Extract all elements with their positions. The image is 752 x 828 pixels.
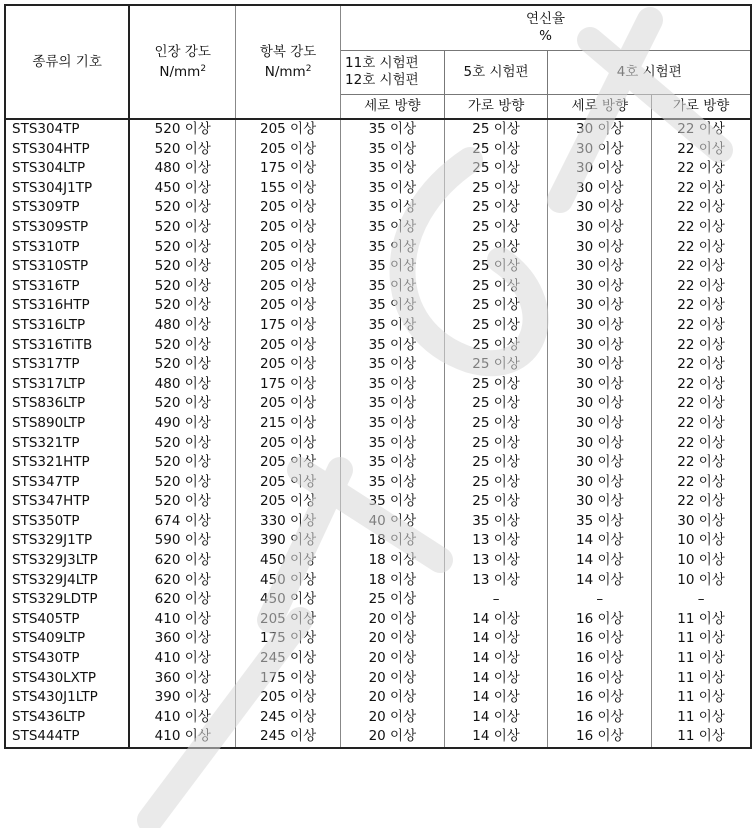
elong-5-trans-cell: 25 이상 [444, 492, 548, 512]
elong-5-trans-cell: 25 이상 [444, 238, 548, 258]
grade-cell: STS890LTP [5, 414, 129, 434]
tensile-cell: 520 이상 [129, 296, 235, 316]
elong-4-trans-cell: 22 이상 [652, 238, 751, 258]
elong-4-trans-cell: 10 이상 [652, 531, 751, 551]
elong-11-12-long-cell: 40 이상 [341, 512, 445, 532]
table-row [5, 590, 751, 610]
table-row [5, 218, 751, 238]
tensile-cell: 520 이상 [129, 453, 235, 473]
table-row [5, 688, 751, 708]
elong-4-trans-cell: 11 이상 [652, 727, 751, 748]
elong-11-12-long-cell: 35 이상 [341, 179, 445, 199]
elong-4-trans-cell: 22 이상 [652, 316, 751, 336]
tensile-cell: 360 이상 [129, 629, 235, 649]
elong-4-trans-cell: 22 이상 [652, 375, 751, 395]
elong-11-12-long-cell: 35 이상 [341, 434, 445, 454]
elong-4-long-cell: 30 이상 [548, 336, 652, 356]
yield-cell: 205 이상 [236, 119, 341, 140]
grade-cell: STS347HTP [5, 492, 129, 512]
tensile-cell: 520 이상 [129, 355, 235, 375]
yield-cell: 205 이상 [236, 473, 341, 493]
elong-4-trans-cell: 22 이상 [652, 179, 751, 199]
elong-4-trans-cell: 11 이상 [652, 708, 751, 728]
elong-5-trans-cell: 14 이상 [444, 649, 548, 669]
elong-4-long-cell: 30 이상 [548, 140, 652, 160]
grade-cell: STS304J1TP [5, 179, 129, 199]
yield-cell: 205 이상 [236, 336, 341, 356]
grade-cell: STS317TP [5, 355, 129, 375]
yield-cell: 175 이상 [236, 669, 341, 689]
grade-cell: STS304LTP [5, 159, 129, 179]
grade-cell: STS430J1LTP [5, 688, 129, 708]
elong-4-long-cell: 30 이상 [548, 296, 652, 316]
header-spec-11: 11호 시험편 [345, 55, 419, 72]
elong-5-trans-cell: – [444, 590, 548, 610]
yield-cell: 205 이상 [236, 277, 341, 297]
table-row [5, 119, 751, 140]
header-elongation [341, 5, 751, 50]
elong-4-trans-cell: 11 이상 [652, 610, 751, 630]
yield-cell: 155 이상 [236, 179, 341, 199]
elong-11-12-long-cell: 35 이상 [341, 159, 445, 179]
table-row [5, 140, 751, 160]
tensile-cell: 520 이상 [129, 473, 235, 493]
tensile-cell: 480 이상 [129, 375, 235, 395]
elong-5-trans-cell: 25 이상 [444, 473, 548, 493]
yield-cell: 330 이상 [236, 512, 341, 532]
table-row [5, 414, 751, 434]
elong-5-trans-cell: 25 이상 [444, 179, 548, 199]
header-elongation-label: 연신율 [525, 10, 566, 27]
elong-4-long-cell: 30 이상 [548, 218, 652, 238]
grade-cell: STS436LTP [5, 708, 129, 728]
table-row [5, 492, 751, 512]
elong-4-long-cell: 30 이상 [548, 355, 652, 375]
grade-cell: STS329J4LTP [5, 571, 129, 591]
tensile-cell: 520 이상 [129, 198, 235, 218]
grade-cell: STS304HTP [5, 140, 129, 160]
elong-11-12-long-cell: 18 이상 [341, 551, 445, 571]
tensile-cell: 520 이상 [129, 277, 235, 297]
elong-5-trans-cell: 14 이상 [444, 708, 548, 728]
elong-4-trans-cell: 22 이상 [652, 277, 751, 297]
grade-cell: STS316LTP [5, 316, 129, 336]
elong-4-trans-cell: 22 이상 [652, 492, 751, 512]
elong-5-trans-cell: 25 이상 [444, 257, 548, 277]
table-row [5, 610, 751, 630]
elong-11-12-long-cell: 20 이상 [341, 688, 445, 708]
tensile-cell: 480 이상 [129, 159, 235, 179]
elong-11-12-long-cell: 20 이상 [341, 727, 445, 748]
elong-4-trans-cell: 22 이상 [652, 257, 751, 277]
grade-cell: STS309STP [5, 218, 129, 238]
elong-4-long-cell: 30 이상 [548, 119, 652, 140]
elong-4-trans-cell: 22 이상 [652, 218, 751, 238]
header-yield-unit: $N/mm^2$ [264, 63, 312, 80]
header-yield-label: 항복 강도 [259, 43, 317, 60]
yield-cell: 205 이상 [236, 688, 341, 708]
table-row [5, 375, 751, 395]
table-row [5, 394, 751, 414]
yield-cell: 450 이상 [236, 571, 341, 591]
elong-4-long-cell: 16 이상 [548, 688, 652, 708]
elong-11-12-long-cell: 35 이상 [341, 414, 445, 434]
tensile-cell: 410 이상 [129, 708, 235, 728]
grade-cell: STS321TP [5, 434, 129, 454]
elong-5-trans-cell: 25 이상 [444, 394, 548, 414]
elong-5-trans-cell: 25 이상 [444, 119, 548, 140]
elong-4-long-cell: 30 이상 [548, 257, 652, 277]
elong-5-trans-cell: 25 이상 [444, 434, 548, 454]
elong-4-long-cell: 30 이상 [548, 316, 652, 336]
grade-cell: STS317LTP [5, 375, 129, 395]
tensile-cell: 520 이상 [129, 140, 235, 160]
elong-5-trans-cell: 35 이상 [444, 512, 548, 532]
elong-4-long-cell: 16 이상 [548, 727, 652, 748]
table-row [5, 727, 751, 748]
elong-11-12-long-cell: 35 이상 [341, 473, 445, 493]
table-body [5, 119, 751, 748]
elong-5-trans-cell: 25 이상 [444, 277, 548, 297]
yield-cell: 205 이상 [236, 394, 341, 414]
tensile-cell: 520 이상 [129, 394, 235, 414]
grade-cell: STS836LTP [5, 394, 129, 414]
grade-cell: STS444TP [5, 727, 129, 748]
tensile-cell: 410 이상 [129, 649, 235, 669]
elong-11-12-long-cell: 25 이상 [341, 590, 445, 610]
header-grade: 종류의 기호 [5, 5, 129, 119]
table-row [5, 473, 751, 493]
tensile-cell: 390 이상 [129, 688, 235, 708]
tensile-cell: 410 이상 [129, 610, 235, 630]
table-row [5, 531, 751, 551]
elong-5-trans-cell: 25 이상 [444, 336, 548, 356]
tensile-cell: 674 이상 [129, 512, 235, 532]
grade-cell: STS430LXTP [5, 669, 129, 689]
elong-4-long-cell: 30 이상 [548, 179, 652, 199]
elong-5-trans-cell: 13 이상 [444, 551, 548, 571]
elong-5-trans-cell: 25 이상 [444, 355, 548, 375]
elong-11-12-long-cell: 18 이상 [341, 571, 445, 591]
table-row [5, 629, 751, 649]
elong-4-long-cell: 14 이상 [548, 531, 652, 551]
elong-4-trans-cell: 10 이상 [652, 571, 751, 591]
elong-11-12-long-cell: 35 이상 [341, 492, 445, 512]
elong-5-trans-cell: 14 이상 [444, 669, 548, 689]
yield-cell: 205 이상 [236, 434, 341, 454]
grade-cell: STS350TP [5, 512, 129, 532]
table-row [5, 257, 751, 277]
yield-cell: 175 이상 [236, 375, 341, 395]
tensile-cell: 410 이상 [129, 727, 235, 748]
elong-4-trans-cell: 11 이상 [652, 688, 751, 708]
table-row [5, 512, 751, 532]
grade-cell: STS329J3LTP [5, 551, 129, 571]
grade-cell: STS316TiTB [5, 336, 129, 356]
elong-11-12-long-cell: 35 이상 [341, 257, 445, 277]
table-row [5, 571, 751, 591]
tensile-cell: 520 이상 [129, 218, 235, 238]
header-yield [236, 5, 341, 119]
yield-cell: 205 이상 [236, 453, 341, 473]
tensile-cell: 620 이상 [129, 590, 235, 610]
table-row [5, 198, 751, 218]
yield-cell: 450 이상 [236, 551, 341, 571]
elong-4-trans-cell: 11 이상 [652, 629, 751, 649]
table-row [5, 649, 751, 669]
elong-5-trans-cell: 25 이상 [444, 159, 548, 179]
header-spec-4: 4호 시험편 [548, 50, 751, 95]
elong-11-12-long-cell: 35 이상 [341, 119, 445, 140]
elong-5-trans-cell: 13 이상 [444, 571, 548, 591]
elong-5-trans-cell: 25 이상 [444, 316, 548, 336]
elong-5-trans-cell: 25 이상 [444, 198, 548, 218]
table-row [5, 316, 751, 336]
elong-5-trans-cell: 25 이상 [444, 296, 548, 316]
elong-4-long-cell: 16 이상 [548, 669, 652, 689]
tensile-cell: 520 이상 [129, 238, 235, 258]
elong-4-trans-cell: 22 이상 [652, 414, 751, 434]
header-spec-12: 12호 시험편 [345, 72, 419, 89]
yield-cell: 450 이상 [236, 590, 341, 610]
grade-cell: STS409LTP [5, 629, 129, 649]
elong-5-trans-cell: 14 이상 [444, 727, 548, 748]
grade-cell: STS316TP [5, 277, 129, 297]
elong-11-12-long-cell: 35 이상 [341, 238, 445, 258]
elong-4-long-cell: 30 이상 [548, 394, 652, 414]
elong-5-trans-cell: 25 이상 [444, 414, 548, 434]
elong-4-long-cell: 16 이상 [548, 649, 652, 669]
elong-4-trans-cell: 22 이상 [652, 394, 751, 414]
elong-5-trans-cell: 13 이상 [444, 531, 548, 551]
elong-4-long-cell: 30 이상 [548, 492, 652, 512]
table-row [5, 551, 751, 571]
elong-4-trans-cell: 22 이상 [652, 355, 751, 375]
tensile-cell: 620 이상 [129, 571, 235, 591]
elong-4-long-cell: 30 이상 [548, 198, 652, 218]
elong-4-trans-cell: 22 이상 [652, 198, 751, 218]
elong-5-trans-cell: 14 이상 [444, 629, 548, 649]
tensile-cell: 520 이상 [129, 257, 235, 277]
grade-cell: STS310STP [5, 257, 129, 277]
header-elongation-unit: % [539, 27, 552, 44]
elong-4-trans-cell: 10 이상 [652, 551, 751, 571]
table-row [5, 669, 751, 689]
elong-4-long-cell: 30 이상 [548, 414, 652, 434]
elong-4-long-cell: 30 이상 [548, 453, 652, 473]
yield-cell: 205 이상 [236, 198, 341, 218]
elong-4-long-cell: 14 이상 [548, 551, 652, 571]
table-row [5, 355, 751, 375]
tensile-cell: 620 이상 [129, 551, 235, 571]
yield-cell: 205 이상 [236, 296, 341, 316]
header-tensile-unit: $N/mm^2$ [159, 63, 207, 80]
elong-5-trans-cell: 14 이상 [444, 688, 548, 708]
elong-4-long-cell: 30 이상 [548, 159, 652, 179]
elong-11-12-long-cell: 35 이상 [341, 198, 445, 218]
elong-4-long-cell: 35 이상 [548, 512, 652, 532]
mechanical-properties-table [4, 4, 752, 749]
tensile-cell: 360 이상 [129, 669, 235, 689]
yield-cell: 205 이상 [236, 492, 341, 512]
grade-cell: STS309TP [5, 198, 129, 218]
grade-cell: STS329J1TP [5, 531, 129, 551]
elong-11-12-long-cell: 35 이상 [341, 218, 445, 238]
yield-cell: 245 이상 [236, 727, 341, 748]
elong-4-trans-cell: 22 이상 [652, 140, 751, 160]
grade-cell: STS310TP [5, 238, 129, 258]
elong-4-long-cell: 30 이상 [548, 375, 652, 395]
elong-4-trans-cell: 22 이상 [652, 453, 751, 473]
yield-cell: 175 이상 [236, 316, 341, 336]
elong-4-trans-cell: 11 이상 [652, 649, 751, 669]
header-dir-trans-1: 가로 방향 [444, 95, 548, 119]
elong-11-12-long-cell: 20 이상 [341, 610, 445, 630]
elong-4-long-cell: 14 이상 [548, 571, 652, 591]
tensile-cell: 520 이상 [129, 336, 235, 356]
elong-11-12-long-cell: 20 이상 [341, 669, 445, 689]
elong-4-trans-cell: 22 이상 [652, 119, 751, 140]
header-dir-long-2: 세로 방향 [548, 95, 652, 119]
elong-11-12-long-cell: 35 이상 [341, 140, 445, 160]
yield-cell: 205 이상 [236, 355, 341, 375]
tensile-cell: 450 이상 [129, 179, 235, 199]
mechanical-properties-table-container [4, 4, 752, 749]
grade-cell: STS316HTP [5, 296, 129, 316]
elong-4-trans-cell: 22 이상 [652, 159, 751, 179]
elong-4-long-cell: 16 이상 [548, 610, 652, 630]
tensile-cell: 480 이상 [129, 316, 235, 336]
elong-4-trans-cell: 22 이상 [652, 336, 751, 356]
table-row [5, 238, 751, 258]
elong-4-trans-cell: 11 이상 [652, 669, 751, 689]
elong-11-12-long-cell: 35 이상 [341, 453, 445, 473]
grade-cell: STS430TP [5, 649, 129, 669]
elong-5-trans-cell: 25 이상 [444, 218, 548, 238]
elong-5-trans-cell: 25 이상 [444, 453, 548, 473]
tensile-cell: 590 이상 [129, 531, 235, 551]
tensile-cell: 520 이상 [129, 434, 235, 454]
table-row [5, 159, 751, 179]
elong-11-12-long-cell: 18 이상 [341, 531, 445, 551]
table-row [5, 708, 751, 728]
elong-11-12-long-cell: 20 이상 [341, 649, 445, 669]
tensile-cell: 520 이상 [129, 492, 235, 512]
table-row [5, 277, 751, 297]
elong-11-12-long-cell: 35 이상 [341, 296, 445, 316]
tensile-cell: 520 이상 [129, 119, 235, 140]
yield-cell: 205 이상 [236, 218, 341, 238]
table-row [5, 434, 751, 454]
elong-4-trans-cell: 22 이상 [652, 473, 751, 493]
header-tensile [129, 5, 235, 119]
header-tensile-label: 인장 강도 [154, 43, 211, 60]
elong-4-trans-cell: 22 이상 [652, 296, 751, 316]
elong-11-12-long-cell: 20 이상 [341, 629, 445, 649]
elong-4-long-cell: 30 이상 [548, 238, 652, 258]
yield-cell: 205 이상 [236, 257, 341, 277]
table-row [5, 453, 751, 473]
grade-cell: STS405TP [5, 610, 129, 630]
yield-cell: 205 이상 [236, 140, 341, 160]
elong-4-trans-cell: 22 이상 [652, 434, 751, 454]
elong-4-trans-cell: – [652, 590, 751, 610]
elong-11-12-long-cell: 20 이상 [341, 708, 445, 728]
elong-4-long-cell: – [548, 590, 652, 610]
table-row [5, 296, 751, 316]
grade-cell: STS321HTP [5, 453, 129, 473]
table-row [5, 336, 751, 356]
elong-11-12-long-cell: 35 이상 [341, 355, 445, 375]
elong-4-trans-cell: 30 이상 [652, 512, 751, 532]
yield-cell: 245 이상 [236, 649, 341, 669]
elong-11-12-long-cell: 35 이상 [341, 375, 445, 395]
elong-5-trans-cell: 25 이상 [444, 375, 548, 395]
elong-4-long-cell: 30 이상 [548, 277, 652, 297]
header-dir-trans-2: 가로 방향 [652, 95, 751, 119]
elong-11-12-long-cell: 35 이상 [341, 394, 445, 414]
elong-11-12-long-cell: 35 이상 [341, 277, 445, 297]
yield-cell: 205 이상 [236, 238, 341, 258]
grade-cell: STS304TP [5, 119, 129, 140]
tensile-cell: 490 이상 [129, 414, 235, 434]
elong-4-long-cell: 16 이상 [548, 629, 652, 649]
grade-cell: STS329LDTP [5, 590, 129, 610]
yield-cell: 390 이상 [236, 531, 341, 551]
yield-cell: 175 이상 [236, 159, 341, 179]
elong-11-12-long-cell: 35 이상 [341, 316, 445, 336]
grade-cell: STS347TP [5, 473, 129, 493]
elong-5-trans-cell: 25 이상 [444, 140, 548, 160]
elong-4-long-cell: 30 이상 [548, 473, 652, 493]
elong-4-long-cell: 16 이상 [548, 708, 652, 728]
header-dir-long-1: 세로 방향 [341, 95, 445, 119]
header-spec-5: 5호 시험편 [444, 50, 548, 95]
header-spec-11-12 [341, 50, 445, 95]
yield-cell: 215 이상 [236, 414, 341, 434]
elong-5-trans-cell: 14 이상 [444, 610, 548, 630]
table-row [5, 179, 751, 199]
elong-11-12-long-cell: 35 이상 [341, 336, 445, 356]
elong-4-long-cell: 30 이상 [548, 434, 652, 454]
yield-cell: 205 이상 [236, 610, 341, 630]
yield-cell: 175 이상 [236, 629, 341, 649]
yield-cell: 245 이상 [236, 708, 341, 728]
